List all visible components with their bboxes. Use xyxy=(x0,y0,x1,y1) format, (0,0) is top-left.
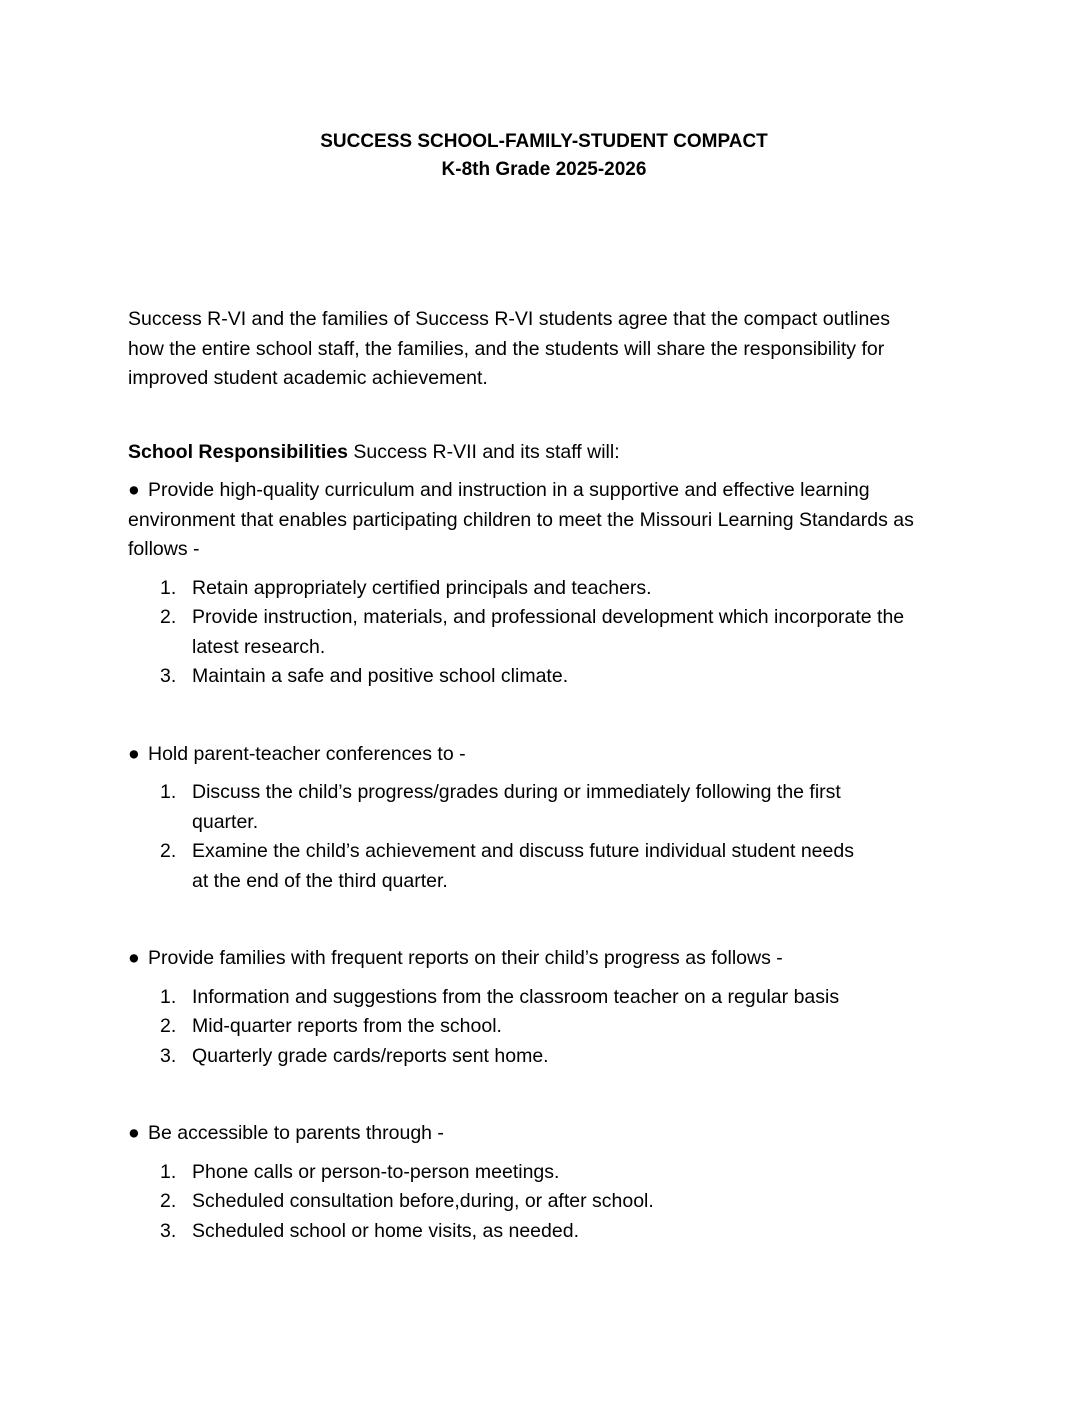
list-item xyxy=(128,983,958,1013)
list-item xyxy=(128,1042,958,1072)
bullet-item xyxy=(128,476,958,565)
document-body xyxy=(128,305,958,1294)
bullet-icon: ● xyxy=(128,1122,140,1144)
list-item-text: Phone calls or person-to-person meetings. xyxy=(192,1160,560,1183)
bullet-item xyxy=(128,944,958,974)
numbered-list xyxy=(128,778,958,896)
document-subtitle: K-8th Grade 2025-2026 xyxy=(441,159,647,180)
list-number: 2. xyxy=(160,606,177,628)
numbered-list xyxy=(128,983,958,1072)
list-number: 3. xyxy=(160,1219,177,1242)
bullet-icon: ● xyxy=(128,947,140,969)
list-item-text: Information and suggestions from the classroom teacher on a regular basis xyxy=(192,985,840,1008)
document-title: SUCCESS SCHOOL-FAMILY-STUDENT COMPACT xyxy=(320,131,768,152)
bullet-text: ● Provide families with frequent reports on their child’s progress as follows - xyxy=(128,944,958,974)
list-item xyxy=(128,778,872,837)
bullet-text: ● Hold parent-teacher conferences to - xyxy=(128,740,958,770)
title-block xyxy=(0,128,1088,184)
numbered-list xyxy=(128,574,958,692)
list-number: 2. xyxy=(160,840,177,862)
list-item xyxy=(128,1187,958,1217)
section-heading xyxy=(128,438,958,468)
bullet-item xyxy=(128,740,958,770)
list-number: 1. xyxy=(160,1160,177,1183)
section-heading-rest: Success R-VII and its staff will: xyxy=(347,440,620,463)
bullet-text: ● Provide high-quality curriculum and instruction in a supportive and effective learning environment that enables participating children to meet the Missouri Learning Standards as follows - xyxy=(128,476,943,565)
list-number: 1. xyxy=(160,781,177,803)
numbered-list xyxy=(128,1158,958,1247)
list-number: 3. xyxy=(160,1044,177,1067)
bullet-item xyxy=(128,1119,958,1149)
list-item-text: Examine the child’s achievement and discuss future individual student needs at the end of the third quarter. xyxy=(192,840,854,892)
list-item xyxy=(128,662,958,692)
bullet-text: ● Be accessible to parents through - xyxy=(128,1119,958,1149)
bullet-icon: ● xyxy=(128,742,140,765)
list-item-text: Quarterly grade cards/reports sent home. xyxy=(192,1044,549,1067)
intro-paragraph: Success R-VI and the families of Success R-VI students agree that the compact outlines how the entire school staff, the families, and the students will share the responsibility for improved student academic achievement. xyxy=(128,308,890,389)
list-item xyxy=(128,603,952,662)
list-item xyxy=(128,1158,958,1188)
list-number: 3. xyxy=(160,665,177,687)
list-number: 2. xyxy=(160,1190,177,1212)
section-heading-bold: School Responsibilities xyxy=(128,440,348,463)
list-item-text: Scheduled school or home visits, as needed. xyxy=(192,1219,579,1242)
list-item-text: Retain appropriately certified principals and teachers. xyxy=(192,576,652,599)
list-item xyxy=(128,574,958,604)
list-number: 2. xyxy=(160,1015,177,1037)
list-item xyxy=(128,1012,958,1042)
list-item-text: Mid-quarter reports from the school. xyxy=(192,1015,502,1037)
list-number: 1. xyxy=(160,985,177,1008)
list-item-text: Scheduled consultation before,during, or after school. xyxy=(192,1190,654,1212)
list-item-text: Provide instruction, materials, and professional development which incorporate the latest research. xyxy=(192,606,905,658)
list-item xyxy=(128,837,872,896)
bullet-icon: ● xyxy=(128,479,140,501)
list-number: 1. xyxy=(160,576,177,599)
list-item-text: Maintain a safe and positive school climate. xyxy=(192,665,569,687)
list-item-text: Discuss the child’s progress/grades during or immediately following the first quarter. xyxy=(192,781,841,833)
list-item xyxy=(128,1217,958,1247)
